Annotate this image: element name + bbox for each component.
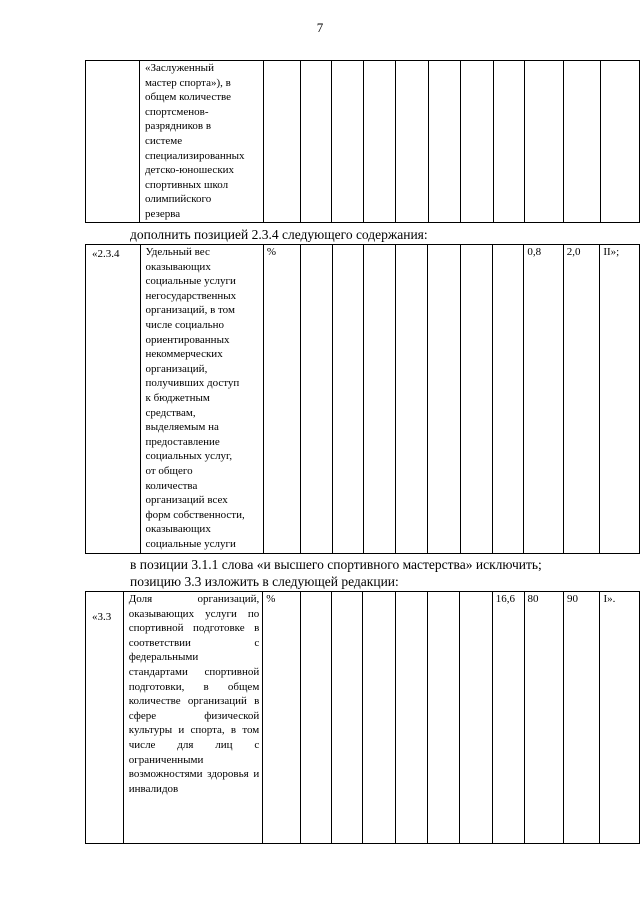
text-line: предоставление — [145, 435, 220, 448]
text-line: резерва — [144, 207, 181, 220]
text-line: средствам, — [145, 406, 196, 419]
indicator-name-cell: Доля организаций, оказывающих услуги по спортивной подготовке в соответствии с федеральными стандартами спортивной подготовки, в общем количестве организаций в сфере физической культуры и спорта, в том числе для лиц с ограниченными возможностями здоровья и инвалидов — [123, 592, 263, 844]
table-row — [86, 592, 640, 844]
indicator-table-3-3 — [85, 591, 640, 844]
amendment-paragraph: в позиции 3.1.1 слова «и высшего спортивного мастерства» исключить; — [130, 557, 542, 572]
text-line: ориентированных — [145, 333, 230, 346]
indicator-name-cell — [139, 61, 263, 223]
value-cell — [493, 245, 524, 554]
value-cell — [332, 592, 363, 844]
text-line: специализированных — [144, 149, 245, 162]
text-line: «Заслуженный — [144, 62, 214, 74]
text-line: от общего — [145, 464, 193, 477]
code-cell — [86, 592, 124, 844]
value-cell — [396, 245, 428, 554]
page-number: 7 — [316, 20, 324, 35]
unit-cell — [263, 61, 300, 223]
value-cell — [600, 61, 639, 223]
text-line: социальных услуг, — [145, 450, 233, 463]
indicator-name-cell — [140, 245, 263, 554]
text-line: социальные услуги — [145, 537, 236, 550]
text-line: негосударственных — [145, 289, 237, 302]
value-cell — [396, 61, 428, 223]
value-cell — [300, 61, 331, 223]
text-line: детско-юношеских — [144, 164, 235, 177]
text-line: оказывающих — [145, 260, 211, 273]
text-line: социальные услуги — [145, 275, 236, 288]
value-cell — [428, 61, 460, 223]
text-line: организаций, — [145, 362, 208, 375]
indicator-table-continued — [85, 60, 640, 223]
code-cell — [86, 61, 140, 223]
text-line: некоммерческих — [145, 348, 223, 361]
text-line: Удельный вес — [145, 246, 210, 258]
value-cell: 16,6 — [492, 592, 524, 844]
value-cell: II»; — [600, 245, 640, 554]
value-cell: 0,8 — [524, 245, 563, 554]
value-cell: 90 — [563, 592, 600, 844]
value-cell — [524, 61, 563, 223]
text-line: оказывающих — [145, 523, 211, 536]
table-row — [86, 61, 640, 223]
value-cell: I». — [600, 592, 640, 844]
unit-cell: % — [263, 592, 300, 844]
value-cell — [564, 61, 600, 223]
value-cell — [332, 245, 363, 554]
text-line: системе — [144, 134, 183, 147]
indicator-table-2-3-4 — [85, 244, 640, 554]
value-cell — [428, 245, 460, 554]
amendment-paragraph: позицию 3.3 изложить в следующей редакции: — [130, 574, 399, 589]
code-text: «3.3 — [92, 611, 112, 623]
text-line: получивших доступ — [145, 377, 240, 390]
value-cell — [363, 61, 395, 223]
value-cell — [460, 592, 492, 844]
value-cell: 2,0 — [563, 245, 600, 554]
value-cell: 80 — [524, 592, 563, 844]
amendment-paragraph: дополнить позицией 2.3.4 следующего содержания: — [130, 227, 428, 242]
text-line: олимпийского — [144, 193, 212, 206]
text-line: спортивных школ — [144, 178, 229, 191]
value-cell — [300, 592, 331, 844]
text-line: к бюджетным — [145, 391, 210, 404]
unit-cell: % — [263, 245, 300, 554]
text-line: количества — [145, 479, 198, 492]
value-cell — [363, 245, 395, 554]
value-cell — [428, 592, 460, 844]
value-cell — [460, 245, 492, 554]
value-cell — [332, 61, 363, 223]
text-line: организаций всех — [145, 494, 228, 507]
value-cell — [461, 61, 493, 223]
table-row — [86, 245, 640, 554]
value-cell — [395, 592, 427, 844]
text-line: разрядников в — [144, 120, 212, 133]
value-cell — [301, 245, 332, 554]
code-cell: «2.3.4 — [86, 245, 141, 554]
text-line: числе социально — [145, 318, 224, 331]
text-line: выделяемым на — [145, 421, 219, 434]
text-line: спортсменов- — [144, 105, 209, 118]
text-line: мастер спорта»), в — [144, 76, 231, 89]
text-line: организаций, в том — [145, 304, 235, 317]
text-line: форм собственности, — [145, 508, 245, 521]
value-cell — [493, 61, 524, 223]
value-cell — [363, 592, 395, 844]
text-line: общем количестве — [144, 91, 232, 104]
